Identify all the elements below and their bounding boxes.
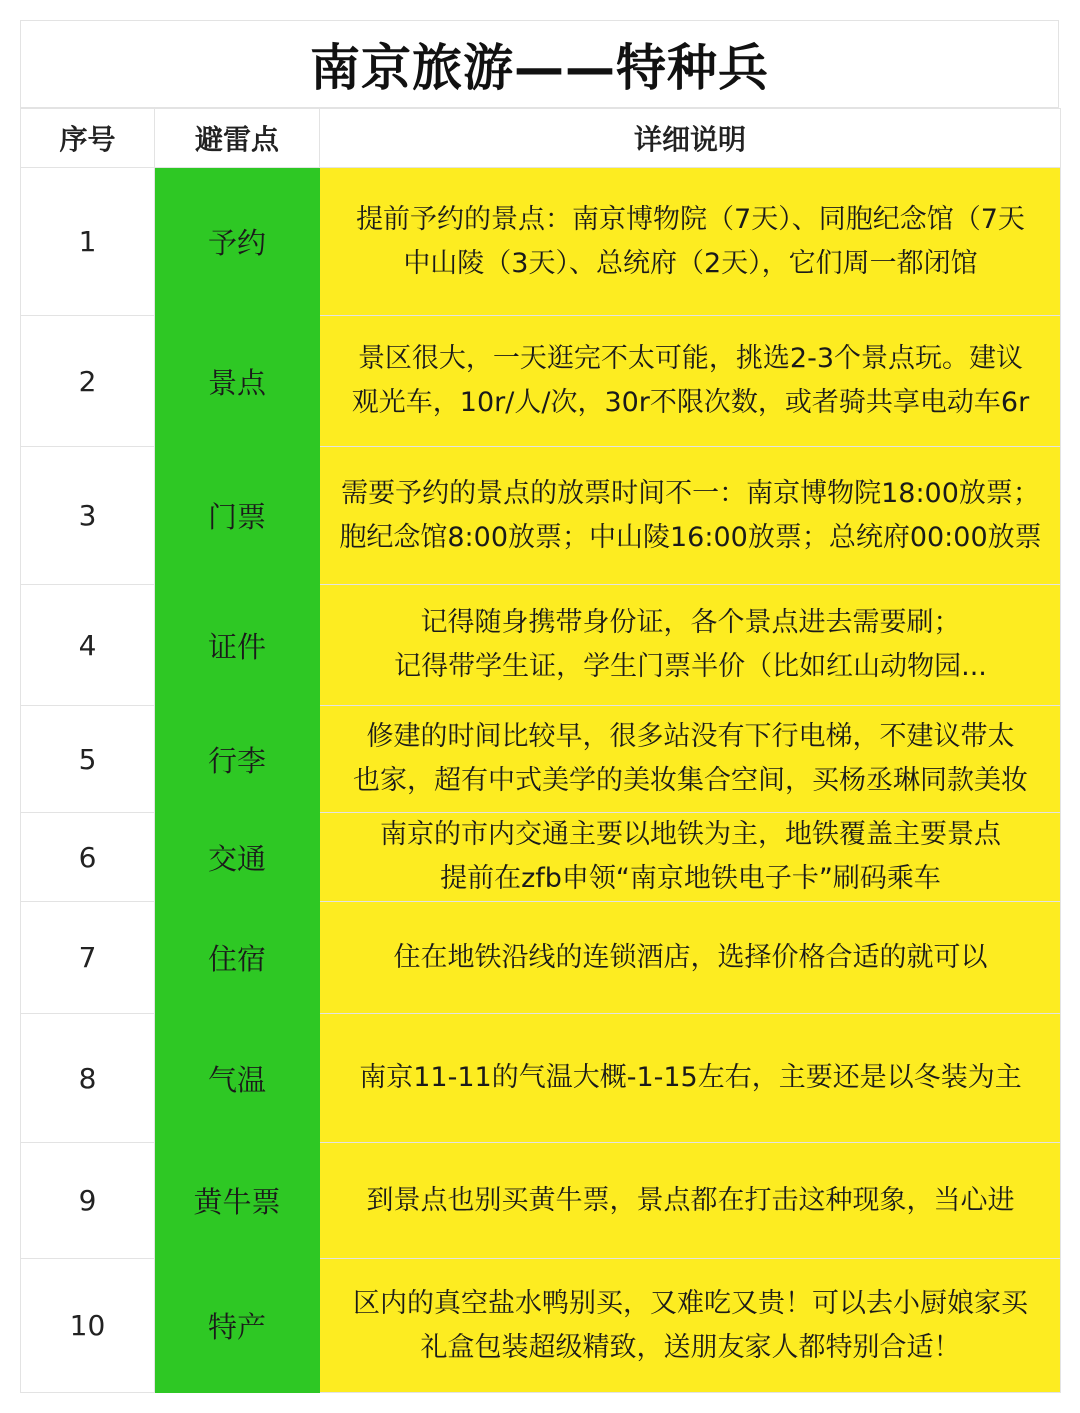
detail-line: 到景点也别买黄牛票，景点都在打击这种现象，当心进 (366, 1184, 1015, 1216)
row-index: 9 (21, 1143, 155, 1259)
row-category: 黄牛票 (155, 1143, 320, 1259)
detail-line: 修建的时间比较早，很多站没有下行电梯，不建议带太 (366, 721, 1015, 752)
row-category: 行李 (155, 706, 320, 813)
row-category: 气温 (155, 1014, 320, 1143)
row-detail (320, 902, 1061, 1014)
row-index: 4 (21, 585, 155, 706)
header-category: 避雷点 (155, 109, 320, 168)
row-detail (320, 316, 1061, 447)
table-row (21, 1143, 1061, 1259)
table-row (21, 813, 1061, 902)
detail-line: 南京的市内交通主要以地铁为主，地铁覆盖主要景点 (380, 819, 1001, 850)
table-body (21, 168, 1061, 1393)
row-detail (320, 813, 1061, 902)
table-row (21, 1259, 1061, 1393)
detail-line: 胞纪念馆8:00放票；中山陵16:00放票；总统府00:00放票 (339, 521, 1042, 553)
row-category: 交通 (155, 813, 320, 902)
header-detail: 详细说明 (320, 109, 1061, 168)
table-row (21, 316, 1061, 447)
table-row (21, 585, 1061, 706)
row-index: 3 (21, 447, 155, 585)
row-detail (320, 447, 1061, 585)
detail-line: 礼盒包装超级精致，送朋友家人都特别合适！ (420, 1331, 961, 1363)
header-index: 序号 (21, 109, 155, 168)
row-category: 特产 (155, 1259, 320, 1393)
row-detail (320, 1259, 1061, 1393)
row-index: 2 (21, 316, 155, 447)
page-title: 南京旅游——特种兵 (310, 39, 769, 97)
row-category: 景点 (155, 316, 320, 447)
detail-line: 景区很大，一天逛完不太可能，挑选2-3个景点玩。建议 (357, 343, 1024, 374)
detail-line: 提前予约的景点：南京博物院（7天）、同胞纪念馆（7天 (356, 203, 1025, 235)
detail-line: 也家，超有中式美学的美妆集合空间，买杨丞琳同款美妆 (353, 765, 1028, 796)
detail-line: 需要予约的景点的放票时间不一：南京博物院18:00放票； (341, 477, 1040, 509)
table-row (21, 168, 1061, 316)
row-index: 10 (21, 1259, 155, 1393)
row-index: 7 (21, 902, 155, 1014)
title-row (20, 20, 1059, 108)
table-row (21, 1014, 1061, 1143)
row-detail (320, 585, 1061, 706)
row-category: 证件 (155, 585, 320, 706)
detail-line: 观光车，10r/人/次，30r不限次数，或者骑共享电动车6r (351, 387, 1030, 418)
detail-line: 中山陵（3天）、总统府（2天），它们周一都闭馆 (403, 247, 978, 279)
detail-line: 记得带学生证，学生门票半价（比如红山动物园... (394, 651, 987, 682)
detail-line: 记得随身携带身份证，各个景点进去需要刷； (420, 607, 961, 638)
row-index: 1 (21, 168, 155, 316)
row-detail (320, 168, 1061, 316)
row-category: 予约 (155, 168, 320, 316)
row-category: 门票 (155, 447, 320, 585)
row-detail (320, 1014, 1061, 1143)
table-row (21, 902, 1061, 1014)
table-row (21, 447, 1061, 585)
table-row (21, 706, 1061, 813)
tips-table (20, 108, 1061, 1393)
guide-sheet (20, 20, 1060, 1393)
row-index: 6 (21, 813, 155, 902)
row-category: 住宿 (155, 902, 320, 1014)
detail-line: 南京11-11的气温大概-1-15左右，主要还是以冬装为主 (359, 1062, 1022, 1093)
row-index: 5 (21, 706, 155, 813)
row-detail (320, 1143, 1061, 1259)
detail-line: 住在地铁沿线的连锁酒店，选择价格合适的就可以 (393, 941, 988, 973)
detail-line: 区内的真空盐水鸭别买，又难吃又贵！可以去小厨娘家买 (353, 1287, 1028, 1319)
detail-line: 提前在zfb申领“南京地铁电子卡”刷码乘车 (440, 863, 941, 894)
row-detail (320, 706, 1061, 813)
row-index: 8 (21, 1014, 155, 1143)
header-row (21, 109, 1061, 168)
